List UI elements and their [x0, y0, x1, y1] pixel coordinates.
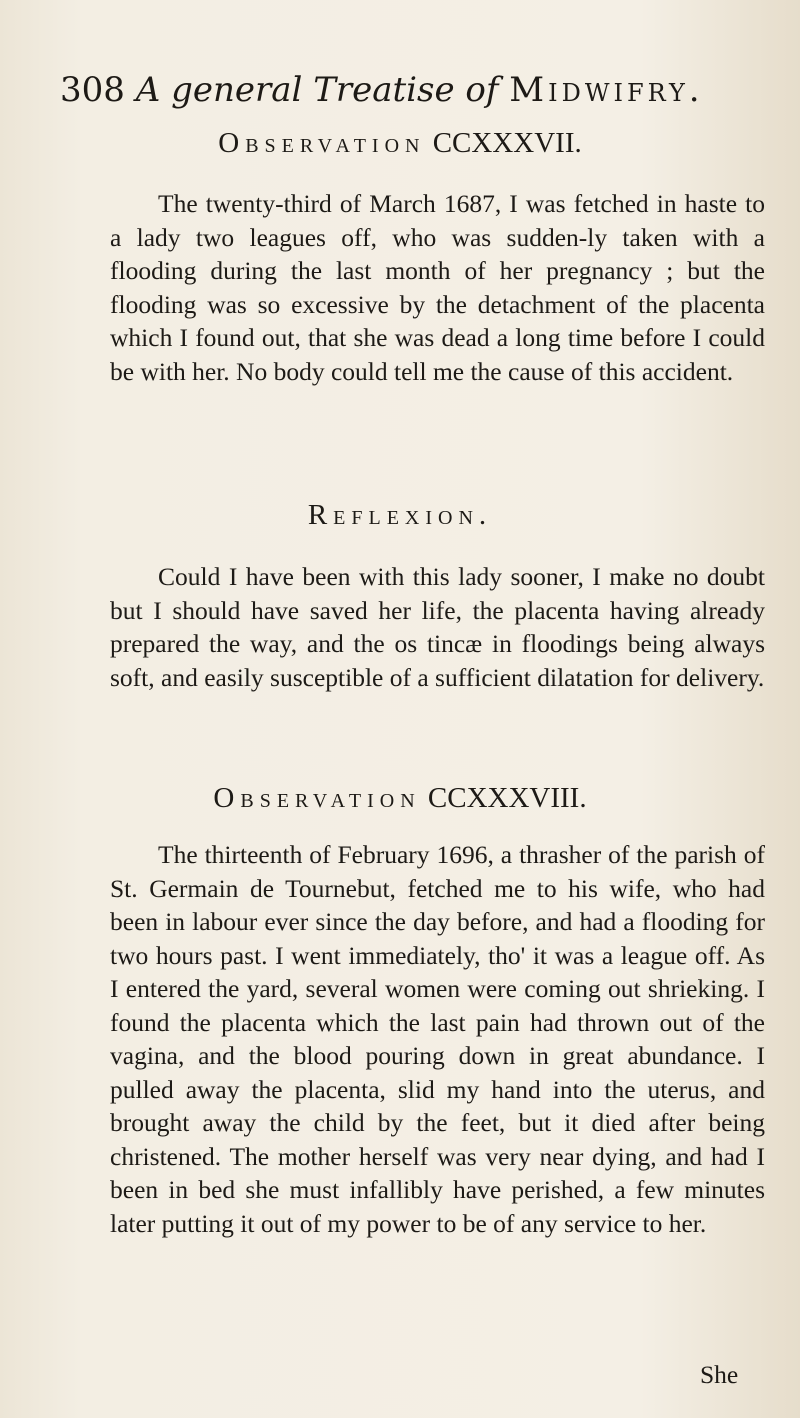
observation-text-1: The twenty-third of March 1687, I was fetched in haste to a lady two leagues off, who was sudden-ly taken with a flooding during the last month of her pregnancy ; but the flooding was so excessive by the detachment of the placenta which I found out, that she was dead a long time before I could be with her. No body could tell me the cause of this accident.: [110, 189, 765, 386]
observation-heading-word: Observation: [213, 782, 421, 814]
reflexion-text: Could I have been with this lady sooner, I make no doubt but I should have saved her life, the placenta having already prepared the way, and the os tincæ in floodings being always soft, and easily susceptible of a sufficient dilatation for delivery.: [110, 562, 765, 692]
reflexion-heading-word: Reflexion.: [307, 499, 493, 531]
observation-number: CCXXXVIII.: [427, 782, 587, 814]
page-number: 308: [60, 70, 125, 110]
reflexion-heading: [0, 497, 800, 533]
running-title-caps: Midwifry.: [509, 70, 704, 110]
running-title-italic: A general Treatise of: [135, 70, 499, 110]
observation-text-2: The thirteenth of February 1696, a thrasher of the parish of St. Germain de Tournebut, fetched me to his wife, who had been in labour ever since the day before, and had a flooding for two hours past. I went immediately, tho' it was a league off. As I entered the yard, several women were coming out shrieking. I found the placenta which the last pain had thrown out of the vagina, and the blood pouring down in great abundance. I pulled away the placenta, slid my hand into the uterus, and brought away the child by the feet, but it died after being christened. The mother herself was very near dying, and had I been in bed she must infallibly have perished, a few minutes later putting it out of my power to be of any service to her.: [110, 840, 765, 1238]
observation-heading-word: Observation: [218, 127, 426, 159]
observation-heading-1: [0, 125, 800, 161]
observation-heading-2: [0, 780, 800, 816]
catchword: She: [700, 1360, 739, 1389]
observation-number: CCXXXVII.: [432, 127, 582, 159]
running-head: [60, 70, 760, 110]
